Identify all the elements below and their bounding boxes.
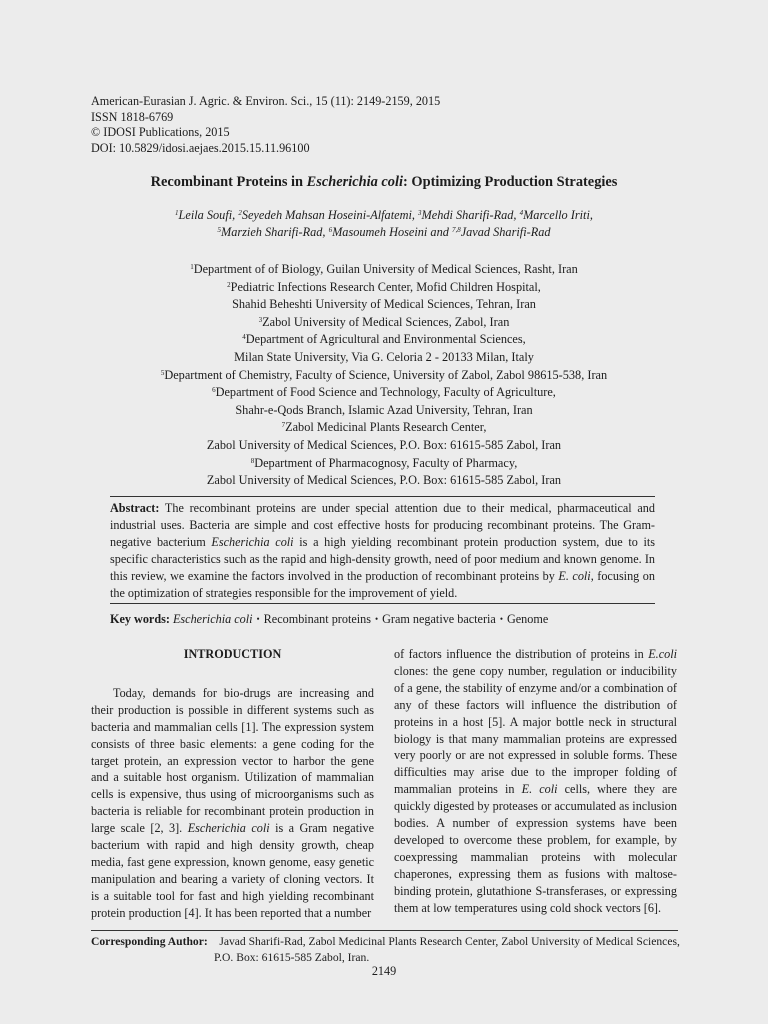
corresponding-line-1: Javad Sharifi-Rad, Zabol Medicinal Plants Research Center, Zabol University of Medical Sciences, (219, 935, 680, 948)
author-list (0, 207, 768, 241)
title-organism: Escherichia coli (306, 174, 403, 190)
affiliation-line: $^8$Department of Pharmacognosy, Faculty of Pharmacy, (250, 455, 518, 470)
affiliation-line: Milan State University, Via G. Celoria 2 - 20133 Milan, Italy (234, 349, 534, 364)
paragraph: Today, demands for bio-drugs are increasing and their production is possible in different systems such as bacteria and mammalian cells [1]. The expression system consists of three basic elements: a gene coding for the target protein, an expression vector to harbor the gene and a suitable host organism. Utilization of mammalian cells is expensive, thus using of microorganisms such as bacteria is reliable for recombinant protein production in large scale [2, 3]. Escherichia coli is a Gram negative bacterium with rapid and high density growth, cheap media, fast gene expression, known genome, easy genetic manipulation and bearing a variety of cloning vectors. It is a suitable tool for fast and high yielding recombinant protein production [4]. It has been reported that a number (91, 685, 374, 920)
author-name: Marcello Iriti, (523, 208, 593, 222)
affiliations (0, 261, 768, 490)
title-text-start: Recombinant Proteins in (150, 174, 307, 190)
keyword: Escherichia coli (172, 612, 253, 626)
journal-citation: American-Eurasian J. Agric. & Environ. Sci., 15 (11): 2149-2159, 2015 (91, 94, 441, 108)
footnote-rule (91, 930, 678, 931)
paper-title (0, 174, 768, 191)
author-name: Seyedeh Mahsan Hoseini-Alfatemi, (241, 208, 419, 222)
keyword: Recombinant proteins (263, 612, 371, 626)
keywords-label: Key words: (110, 612, 170, 626)
section-heading: INTRODUCTION (183, 647, 282, 661)
author-line: $^5$Marzieh Sharifi-Rad, $^6$Masoumeh Hoseini and $^{7,8}$Javad Sharifi-Rad (217, 225, 551, 239)
affiliation-line: $^1$Department of of Biology, Guilan University of Medical Sciences, Rasht, Iran (190, 262, 578, 276)
right-column (394, 646, 677, 917)
corresponding-author (91, 934, 680, 965)
affiliation-line: $^2$Pediatric Infections Research Center, Mofid Children Hospital, (227, 279, 541, 294)
abstract-bottom-rule (110, 603, 655, 604)
keyword: Genome (506, 612, 549, 626)
affiliation-line: $^6$Department of Food Science and Technology, Faculty of Agriculture, (212, 385, 556, 400)
corresponding-line-2: P.O. Box: 61615-585 Zabol, Iran. (214, 950, 370, 964)
keyword-separator: • (499, 614, 503, 624)
affiliation-line: $^5$Department of Chemistry, Faculty of Science, University of Zabol, Zabol 98615-538, Iran (160, 367, 608, 382)
title-text-end: : Optimizing Production Strategies (403, 174, 618, 190)
affiliation-line: $^7$Zabol Medicinal Plants Research Center, (281, 420, 487, 435)
copyright: © IDOSI Publications, 2015 (91, 125, 230, 140)
keyword-separator: • (374, 614, 379, 624)
page-number: 2149 (371, 964, 397, 978)
author-name: Masoumeh Hoseini and (332, 225, 452, 239)
keyword-separator: • (256, 614, 260, 624)
keyword: Gram negative bacteria (382, 612, 496, 626)
abstract-label: Abstract: (110, 501, 160, 515)
issn: ISSN 1818-6769 (91, 109, 174, 124)
keywords (110, 612, 670, 627)
paragraph: of factors influence the distribution of proteins in E.coli clones: the gene copy number, regulation or inducibility of a gene, the stability of enzyme and/or a combination of any of these factors will influence the distribution of proteins in a host [5]. A major bottle neck in structural biology is that many mammalian proteins are expressed very poorly or are not expressed in soluble forms. These difficulties may arise due to the improper folding of mammalian proteins in E. coli cells, where they are quickly digested by proteases or accumulated as inclusion bodies. A number of expression systems have been developed to overcome these problem, for example, by coexpressing mammalian proteins with molecular chaperones, expressing them as fusions with maltose-binding protein, glutathione S-transferases, or expressing them at low temperatures using cold shock vectors [6]. (394, 647, 677, 915)
abstract-top-rule (110, 496, 655, 497)
affiliation-line: Zabol University of Medical Sciences, P.O. Box: 61615-585 Zabol, Iran (206, 473, 562, 488)
affiliation-line: Shahid Beheshti University of Medical Sciences, Tehran, Iran (232, 297, 536, 312)
publication-info (91, 94, 440, 156)
abstract: Abstract: The recombinant proteins are under special attention due to their medical, pharmaceutical and industrial uses. Bacteria are simple and cost effective hosts for producing recombinant proteins. The Gram-negative bacterium Escherichia coli is a high yielding recombinant protein production system, due to its specific characteristics such as the rapid and high-density growth, need of poor medium and known genome. In this review, we examine the factors involved in the production of recombinant proteins by E. coli, focusing on the optimization of strategies responsible for the improvement of yield. (110, 501, 655, 600)
author-name: Mehdi Sharifi-Rad, (421, 208, 520, 222)
left-column (91, 646, 374, 922)
author-name: Javad Sharifi-Rad (460, 225, 551, 239)
author-name: Marzieh Sharifi-Rad, (220, 225, 329, 239)
author-line: $^1$Leila Soufi, $^2$Seyedeh Mahsan Hoseini-Alfatemi, $^3$Mehdi Sharifi-Rad, $^4$Marcello Iriti, (175, 208, 593, 222)
affiliation-line: Zabol University of Medical Sciences, P.O. Box: 61615-585 Zabol, Iran (206, 437, 562, 452)
author-name: Leila Soufi, (178, 208, 239, 222)
doi: DOI: 10.5829/idosi.aejaes.2015.15.11.96100 (91, 140, 310, 155)
affiliation-line: Shahr-e-Qods Branch, Islamic Azad University, Tehran, Iran (235, 402, 533, 417)
affiliation-line: $^3$Zabol University of Medical Sciences, Zabol, Iran (258, 314, 510, 329)
affiliation-line: $^4$Department of Agricultural and Environmental Sciences, (242, 332, 526, 347)
corresponding-label: Corresponding Author: (91, 935, 208, 948)
